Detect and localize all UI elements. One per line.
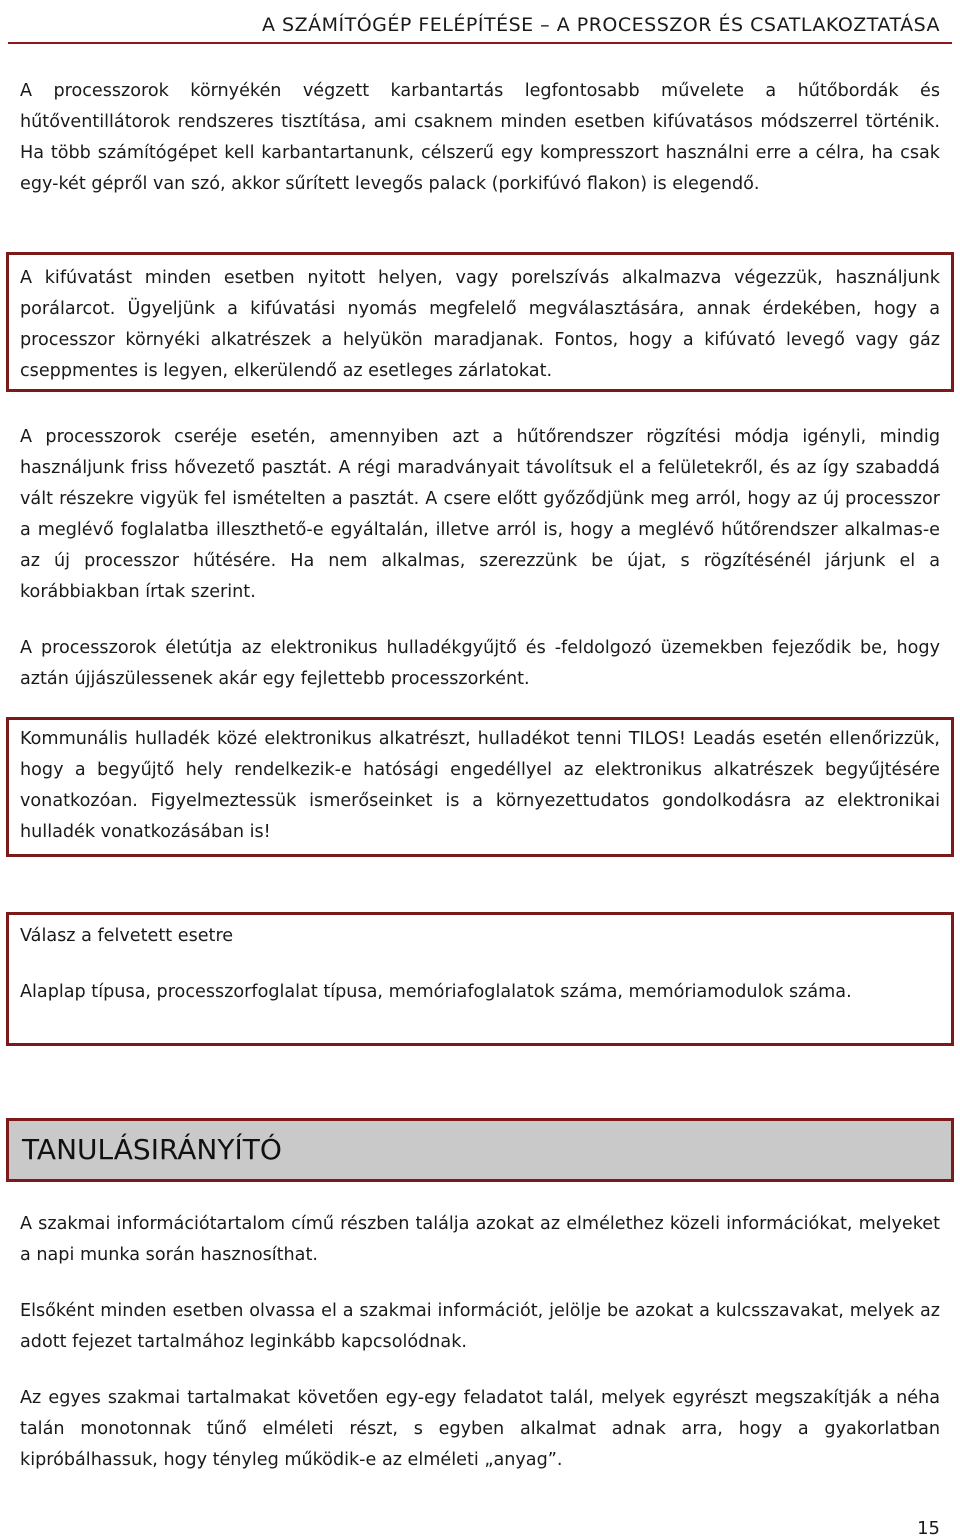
paragraph-cpu-lifecycle: A processzorok életútja az elektronikus hulladékgyűjtő és -feldolgozó üzemekben fejeződik be, hogy aztán újjászülessenek akár egy fejlettebb processzorként. [20, 638, 940, 689]
answer-box-text: Alaplap típusa, processzorfoglalat típusa, memóriafoglalatok száma, memóriamodulok száma. [20, 982, 852, 1002]
running-header: A SZÁMÍTÓGÉP FELÉPÍTÉSE – A PROCESSZOR ÉS CSATLAKOZTATÁSA [261, 14, 940, 36]
warning-box-blowing-text: A kifúvatást minden esetben nyitott helyen, vagy porelszívás alkalmazva végezzük, használjunk porálarcot. Ügyeljünk a kifúvatási nyomás megfelelő megválasztására, annak érdekében, hogy a processzor környéki alkatrészek a helyükön maradjanak. Fontos, hogy a kifúvató levegő vagy gáz cseppmentes is legyen, elkerülendő az esetleges zárlatokat. [20, 268, 940, 381]
paragraph-cpu-replacement: A processzorok cseréje esetén, amennyiben azt a hűtőrendszer rögzítési módja igényli, mindig használjunk friss hővezető pasztát. A régi maradványait távolítsuk el a felületekről, és az így szabaddá vált részekre vigyük fel ismételten a pasztát. A csere előtt győződjünk meg arról, hogy az új processzor a meglévő foglalatba illeszthető-e egyáltalán, illetve arról is, hogy a meglévő hűtőrendszer alkalmas-e az új processzor hűtésére. Ha nem alkalmas, szerezzünk be újat, s rögzítésénél járjunk el a korábbiakban írtak szerint. [20, 427, 940, 602]
header-rule [8, 42, 952, 44]
paragraph-maintenance: A processzorok környékén végzett karbantartás legfontosabb művelete a hűtőbordák és hűtőventillátorok rendszeres tisztítása, ami csaknem minden esetben kifúvatásos módszerrel történik. Ha több számítógépet kell karbantartanunk, célszerű egy kompresszort használni erre a célra, ha csak egy-két gépről van szó, akkor sűrített levegős palack (porkifúvó flakon) is elegendő. [20, 81, 940, 194]
warning-box-blowing [6, 252, 954, 392]
page-number: 15 [917, 1518, 940, 1539]
warning-box-waste [6, 717, 954, 857]
paragraph-learning-1: A szakmai információtartalom című részben találja azokat az elmélethez közeli információkat, melyeket a napi munka során hasznosíthat. [20, 1214, 940, 1265]
warning-box-waste-text: Kommunális hulladék közé elektronikus alkatrészt, hulladékot tenni TILOS! Leadás esetén ellenőrizzük, hogy a begyűjtő hely rendelkezik-e hatósági engedéllyel az elektronikus alkatrészek begyűjtésére vonatkozóan. Figyelmeztessük ismerőseinket is a környezettudatos gondolkodásra az elektronikai hulladék vonatkozásában is! [20, 729, 940, 842]
section-heading-bar [6, 1118, 954, 1182]
answer-box [6, 912, 954, 1046]
answer-box-title: Válasz a felvetett esetre [20, 926, 234, 946]
section-title: TANULÁSIRÁNYÍTÓ [22, 1133, 282, 1166]
paragraph-learning-3: Az egyes szakmai tartalmakat követően egy-egy feladatot talál, melyek egyrészt megszakítják a néha talán monotonnak tűnő elméleti részt, s egyben alkalmat adnak arra, hogy a gyakorlatban kipróbálhassuk, hogy tényleg működik-e az elméleti „anyag”. [20, 1388, 940, 1470]
paragraph-learning-2: Elsőként minden esetben olvassa el a szakmai információt, jelölje be azokat a kulcsszavakat, melyek az adott fejezet tartalmához leginkább kapcsolódnak. [20, 1301, 940, 1352]
